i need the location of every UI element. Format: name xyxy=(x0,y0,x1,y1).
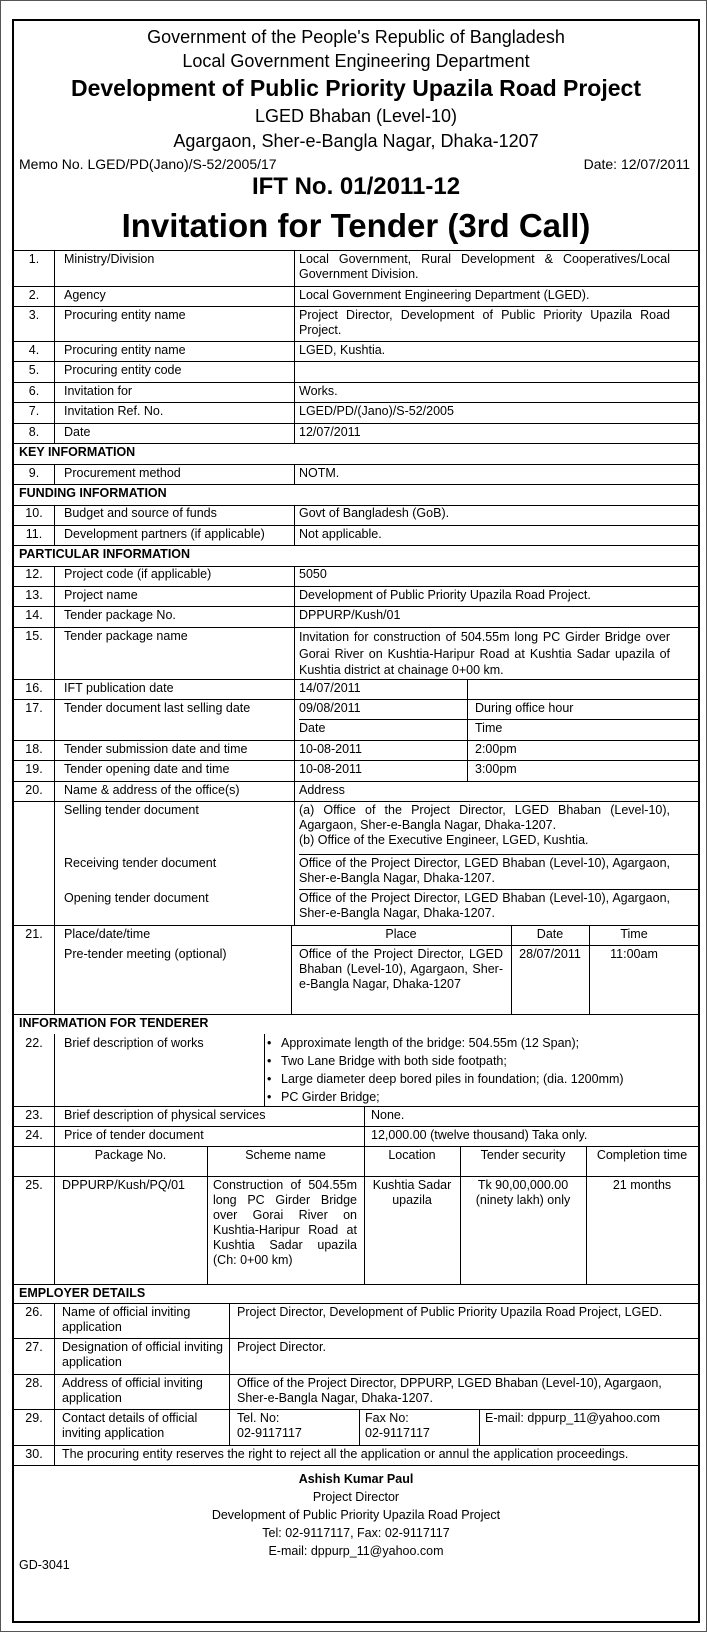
meeting-label: Place/date/time xyxy=(64,927,151,941)
footer-code: GD-3041 xyxy=(19,1558,70,1572)
grid-line xyxy=(291,945,698,946)
grid-line xyxy=(294,566,295,925)
row-label: Invitation for xyxy=(64,384,133,398)
row-extra: During office hour xyxy=(475,701,574,715)
row-label: Project name xyxy=(64,588,138,602)
meeting-date-header: Date xyxy=(536,927,564,941)
receiving-label: Receiving tender document xyxy=(64,856,217,870)
grid-line xyxy=(14,505,698,506)
fax-label: Fax No: xyxy=(365,1411,409,1425)
row-number: 24. xyxy=(25,1128,43,1142)
bullet-icon: • xyxy=(267,1054,272,1068)
grid-line xyxy=(14,760,698,761)
grid-line xyxy=(229,1303,230,1445)
row-number: 27. xyxy=(25,1340,43,1354)
signatory-telfax: Tel: 02-9117117, Fax: 02-9117117 xyxy=(262,1526,450,1540)
price-label: Price of tender document xyxy=(64,1128,204,1142)
row-value: 14/07/2011 xyxy=(299,681,361,695)
grid-line xyxy=(299,889,698,890)
grid-line xyxy=(467,679,468,781)
selling-label: Selling tender document xyxy=(64,803,199,817)
employer-label: Address of official inviting application xyxy=(62,1376,203,1405)
row-label: Tender document last selling date xyxy=(64,701,251,715)
grid-line xyxy=(14,627,698,628)
grid-line xyxy=(589,925,590,1014)
grid-line xyxy=(14,1465,698,1466)
row-value: 10-08-2011 xyxy=(299,762,363,776)
tel-value: 02-9117117 xyxy=(237,1426,302,1440)
row-number: 28. xyxy=(25,1376,43,1390)
grid-line xyxy=(14,402,698,403)
grid-line xyxy=(14,341,698,342)
row-label: Development partners (if applicable) xyxy=(64,527,265,541)
row-number: 30. xyxy=(25,1447,43,1461)
reserve-clause: The procuring entity reserves the right to reject all the application or annul the application proceedings. xyxy=(62,1447,629,1461)
bullet-icon: • xyxy=(267,1036,272,1050)
row-label: Budget and source of funds xyxy=(64,506,217,520)
section-particular-information: PARTICULAR INFORMATION xyxy=(19,547,191,561)
grid-line xyxy=(460,1146,461,1284)
grid-line xyxy=(14,1284,698,1285)
section-employer-details: EMPLOYER DETAILS xyxy=(19,1286,146,1300)
row-number: 16. xyxy=(25,681,43,695)
package-scheme: Construction of 504.55m long PC Girder Bridge over Gorai River on Kushtia-Haripur Road at Kushtia Sadar upazila (Ch: 0+00 km) xyxy=(213,1178,357,1267)
row-value: Address xyxy=(299,783,345,797)
grid-line xyxy=(54,505,55,545)
row-number: 3. xyxy=(28,308,40,322)
package-header-completion: Completion time xyxy=(596,1148,688,1162)
row-value: Project Director, Development of Public Priority Upazila Road Project. xyxy=(299,308,670,337)
section-funding-information: FUNDING INFORMATION xyxy=(19,486,167,500)
employer-value: Office of the Project Director, DPPURP, LGED Bhaban (Level-10), Agargaon, Sher-e-Bangla Nagar, Dhaka-1207. xyxy=(237,1376,662,1405)
row-label: Date xyxy=(64,425,91,439)
grid-line xyxy=(14,525,698,526)
grid-line xyxy=(299,854,698,855)
row-extra: 3:00pm xyxy=(475,762,517,776)
grid-line xyxy=(14,443,698,444)
row-value: 12/07/2011 xyxy=(299,425,361,439)
row-extra: 2:00pm xyxy=(475,742,517,756)
row-value: Govt of Bangladesh (GoB). xyxy=(299,506,450,520)
row-number: 12. xyxy=(25,567,43,581)
row-value: Local Government, Rural Development & Cooperatives/Local Government Division. xyxy=(299,252,670,281)
signatory-project: Development of Public Priority Upazila Road Project xyxy=(211,1508,501,1522)
grid-line xyxy=(14,925,698,926)
grid-line xyxy=(14,740,698,741)
row-label: Name & address of the office(s) xyxy=(64,783,240,797)
row-label: Invitation Ref. No. xyxy=(64,404,164,418)
row-number: 11. xyxy=(25,527,43,541)
employer-value: Project Director, Development of Public Priority Upazila Road Project, LGED. xyxy=(237,1305,663,1319)
package-location: Kushtia Sadar upazila xyxy=(372,1178,452,1207)
row-value: Local Government Engineering Department (LGED). xyxy=(299,288,590,302)
grid-line xyxy=(14,1303,698,1304)
row-number: 5. xyxy=(28,363,40,377)
bullet-icon: • xyxy=(267,1072,272,1086)
grid-line xyxy=(14,781,698,782)
row-number: 2. xyxy=(28,288,40,302)
row-number: 10. xyxy=(25,506,43,520)
works-bullet: • Large diameter deep bored piles in foundation; (dia. 1200mm) xyxy=(267,1072,624,1086)
header-address: Agargaon, Sher-e-Bangla Nagar, Dhaka-1207 xyxy=(173,131,539,151)
memo-date: Date: 12/07/2011 xyxy=(583,156,690,172)
contact-label: Contact details of official inviting application xyxy=(62,1411,198,1440)
package-header-scheme: Scheme name xyxy=(245,1148,326,1162)
grid-line xyxy=(14,545,698,546)
row-label: Ministry/Division xyxy=(64,252,155,266)
package-completion: 21 months xyxy=(612,1178,672,1192)
grid-line xyxy=(54,250,55,443)
row-value: LGED, Kushtia. xyxy=(299,343,386,357)
page-title: Invitation for Tender (3rd Call) xyxy=(121,207,591,244)
row-number: 17. xyxy=(25,701,43,715)
receiving-office: Office of the Project Director, LGED Bhaban (Level-10), Agargaon, Sher-e-Bangla Nagar, Dhaka-1207. xyxy=(299,856,670,885)
package-header-location: Location xyxy=(388,1148,436,1162)
package-header-security: Tender security xyxy=(480,1148,566,1162)
grid-line xyxy=(294,505,295,545)
row-value: Not applicable. xyxy=(299,527,382,541)
row-label: Tender package No. xyxy=(64,608,176,622)
row-value: Invitation for construction of 504.55m long PC Girder Bridge over Gorai River on Kushtia-Haripur Road at Kushtia Sadar upazila of Kushtia district at chainage 0+00 km. xyxy=(299,630,670,677)
grid-line xyxy=(14,1146,698,1147)
row-number: 18. xyxy=(25,742,43,756)
grid-line xyxy=(364,1106,365,1146)
grid-line xyxy=(14,801,698,802)
row-number: 4. xyxy=(28,343,40,357)
row-number: 23. xyxy=(25,1108,43,1122)
row-label: Tender package name xyxy=(64,629,188,643)
row-label: Procuring entity name xyxy=(64,343,186,357)
grid-line xyxy=(294,250,295,443)
grid-line xyxy=(14,286,698,287)
grid-line xyxy=(479,1409,480,1445)
row-number: 21. xyxy=(25,927,43,941)
grid-line xyxy=(14,566,698,567)
row-number: 8. xyxy=(28,425,40,439)
row-number: 7. xyxy=(28,404,40,418)
grid-line xyxy=(14,1106,698,1107)
bullet-icon: • xyxy=(267,1090,272,1104)
grid-line xyxy=(359,1409,360,1445)
row-number: 25. xyxy=(25,1178,43,1192)
advertisement-frame xyxy=(12,19,700,1623)
section-information-for-tenderer: INFORMATION FOR TENDERER xyxy=(19,1016,209,1030)
grid-line xyxy=(14,699,698,700)
physical-value: None. xyxy=(371,1108,405,1122)
physical-label: Brief description of physical services xyxy=(64,1108,266,1122)
grid-line xyxy=(291,925,292,1014)
header-building: LGED Bhaban (Level-10) xyxy=(254,106,458,126)
grid-line xyxy=(14,1126,698,1127)
opening-label: Opening tender document xyxy=(64,891,209,905)
employer-value: Project Director. xyxy=(237,1340,326,1354)
grid-line xyxy=(54,566,55,1014)
signatory-title: Project Director xyxy=(312,1490,400,1504)
header-project: Development of Public Priority Upazila Road Project xyxy=(70,75,641,101)
meeting-place: Office of the Project Director, LGED Bhaban (Level-10), Agargaon, Sher-e-Bangla Nagar, Dhaka-1207 xyxy=(299,947,503,991)
works-bullet: • PC Girder Bridge; xyxy=(267,1090,380,1104)
price-value: 12,000.00 (twelve thousand) Taka only. xyxy=(371,1128,588,1142)
grid-line xyxy=(364,1146,365,1284)
fax-value: 02-9117117 xyxy=(365,1426,430,1440)
employer-label: Name of official inviting application xyxy=(62,1305,191,1334)
grid-line xyxy=(586,1146,587,1284)
package-security: Tk 90,00,000.00 (ninety lakh) only xyxy=(475,1178,571,1207)
meeting-time: 11:00am xyxy=(610,947,658,961)
header-department: Local Government Engineering Department xyxy=(182,51,530,71)
works-label: Brief description of works xyxy=(64,1036,204,1050)
row-label: Tender opening date and time xyxy=(64,762,230,776)
signatory-email: E-mail: dppurp_11@yahoo.com xyxy=(268,1544,444,1558)
employer-label: Designation of official inviting application xyxy=(62,1340,223,1369)
row-label: IFT publication date xyxy=(64,681,174,695)
row-number: 15. xyxy=(25,629,43,643)
row-value: DPPURP/Kush/01 xyxy=(299,608,401,622)
section-key-information: KEY INFORMATION xyxy=(19,445,136,459)
meeting-time-header: Time xyxy=(620,927,648,941)
grid-line xyxy=(14,1409,698,1410)
row-label: Agency xyxy=(64,288,106,302)
grid-line xyxy=(14,250,698,251)
grid-line xyxy=(54,464,55,484)
works-bullet: • Approximate length of the bridge: 504.55m (12 Span); xyxy=(267,1036,580,1050)
row-value: Date xyxy=(299,721,326,735)
meeting-place-header: Place xyxy=(385,927,417,941)
works-bullet: • Two Lane Bridge with both side footpath; xyxy=(267,1054,507,1068)
package-no: DPPURP/Kush/PQ/01 xyxy=(62,1178,185,1192)
grid-line xyxy=(14,306,698,307)
row-number: 13. xyxy=(25,588,43,602)
ift-number: IFT No. 01/2011-12 xyxy=(251,173,461,200)
grid-line xyxy=(511,925,512,1014)
row-value: 5050 xyxy=(299,567,327,581)
grid-line xyxy=(14,1338,698,1339)
grid-line xyxy=(14,1374,698,1375)
memo-number: Memo No. LGED/PD(Jano)/S-52/2005/17 xyxy=(19,156,277,172)
meeting-date: 28/07/2011 xyxy=(519,947,581,961)
grid-line xyxy=(14,1176,698,1177)
row-value: NOTM. xyxy=(299,466,340,480)
grid-line xyxy=(14,423,698,424)
grid-line xyxy=(14,361,698,362)
row-value: LGED/PD/(Jano)/S-52/2005 xyxy=(299,404,454,418)
row-number: 26. xyxy=(25,1305,43,1319)
grid-line xyxy=(14,382,698,383)
grid-line xyxy=(54,1303,55,1465)
grid-line xyxy=(14,679,698,680)
grid-line xyxy=(294,464,295,484)
grid-line xyxy=(299,719,698,720)
row-label: Procuring entity code xyxy=(64,363,182,377)
grid-line xyxy=(14,1445,698,1446)
tel-label: Tel. No: xyxy=(237,1411,280,1425)
signatory-name: Ashish Kumar Paul xyxy=(298,1472,414,1486)
row-extra: Time xyxy=(475,721,503,735)
header-government: Government of the People's Republic of Bangladesh xyxy=(147,27,565,47)
grid-line xyxy=(14,606,698,607)
row-number: 14. xyxy=(25,608,43,622)
email-value: E-mail: dppurp_11@yahoo.com xyxy=(485,1411,661,1425)
row-value: 09/08/2011 xyxy=(299,701,361,715)
grid-line xyxy=(264,1034,265,1106)
row-label: Tender submission date and time xyxy=(64,742,248,756)
row-number: 19. xyxy=(25,762,43,776)
selling-office-a: (a) Office of the Project Director, LGED Bhaban (Level-10), Agargaon, Sher-e-Bangla Nagar, Dhaka-1207. xyxy=(299,803,670,832)
row-label: Procurement method xyxy=(64,466,181,480)
grid-line xyxy=(14,586,698,587)
row-value: 10-08-2011 xyxy=(299,742,363,756)
meeting-sub-label: Pre-tender meeting (optional) xyxy=(64,947,227,961)
grid-line xyxy=(207,1146,208,1284)
row-label: Procuring entity name xyxy=(64,308,186,322)
row-number: 29. xyxy=(25,1411,43,1425)
grid-line xyxy=(14,464,698,465)
grid-line xyxy=(14,484,698,485)
row-number: 1. xyxy=(28,252,40,266)
row-number: 22. xyxy=(25,1036,43,1050)
row-value: Works. xyxy=(299,384,338,398)
row-value: Development of Public Priority Upazila Road Project. xyxy=(299,588,591,602)
row-number: 20. xyxy=(25,783,43,797)
opening-office: Office of the Project Director, LGED Bhaban (Level-10), Agargaon, Sher-e-Bangla Nagar, Dhaka-1207. xyxy=(299,891,670,920)
row-label: Project code (if applicable) xyxy=(64,567,212,581)
row-number: 9. xyxy=(28,466,40,480)
package-header-no: Package No. xyxy=(94,1148,167,1162)
selling-office-b: (b) Office of the Executive Engineer, LGED, Kushtia. xyxy=(299,833,589,847)
row-number: 6. xyxy=(28,384,40,398)
grid-line xyxy=(14,1014,698,1015)
grid-line xyxy=(54,1034,55,1284)
